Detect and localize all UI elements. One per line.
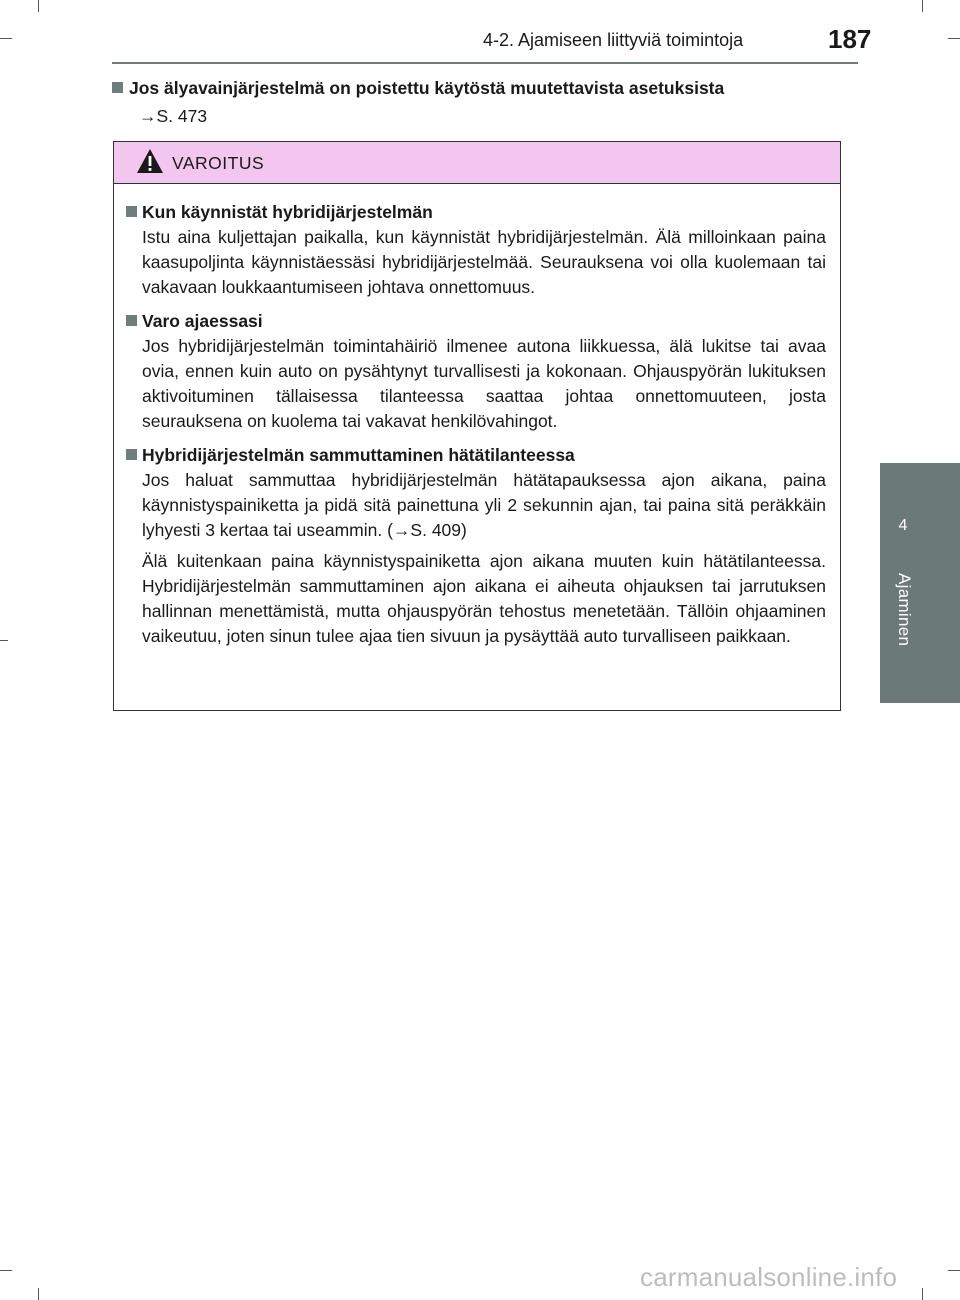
page-number: 187 [828,24,872,54]
square-bullet-icon [126,315,137,326]
warning-item-title [126,443,826,468]
warning-body [126,200,826,658]
warning-paragraph: Istu aina kuljettajan paikalla, kun käynnistät hybridijärjestelmän. Älä milloinkaan paina kaasupoljinta käynnistäessäsi hybridijärjestelmää. Seurauksena voi olla kuolemaan tai vakavaan loukkaantumiseen johtava onnettomuus. [142,227,826,297]
warning-header [114,142,840,184]
crop-mark [0,1270,12,1271]
crop-mark [922,0,923,12]
intro-heading [112,78,852,99]
crop-mark [38,1288,39,1300]
warning-item [126,309,826,434]
crop-mark [0,38,12,39]
page-reference: →S. 473 [139,106,208,126]
warning-paragraph: Jos hybridijärjestelmän toimintahäiriö ilmenee autona liikkuessa, älä lukitse tai avaa ovia, ennen kuin auto on pysähtynyt turvallisesti ja kokonaan. Ohjauspyörän lukituksen aktivoituminen tällaisessa tilanteessa saattaa johtaa onnettomuuteen, josta seurauksena on kuolema tai vakavat henkilövahingot. [142,336,826,431]
warning-item [126,443,826,649]
warning-item-title [126,309,826,334]
crop-mark [922,1288,923,1300]
crop-mark [0,640,8,641]
square-bullet-icon [126,206,137,217]
warning-title: VAROITUS [172,153,265,173]
warning-item-title-text: Hybridijärjestelmän sammuttaminen hätätilanteessa [142,445,575,465]
warning-item-title-text: Varo ajaessasi [142,311,263,331]
intro-heading-text: Jos älyavainjärjestelmä on poistettu käytöstä muutettavista asetuksista [129,78,725,98]
crop-mark [38,0,39,12]
warning-paragraph: Jos haluat sammuttaa hybridijärjestelmän hätätapauksessa ajon aikana, paina käynnistyspainiketta ja pidä sitä painettuna yli 2 sekunnin ajan, tai paina sitä peräkkäin lyhyesti 3 kertaa tai useammin. (→S. 409) [142,470,826,540]
chapter-label: Ajaminen [895,573,914,647]
crop-mark [948,1270,960,1271]
warning-item-title [126,200,826,225]
chapter-tab [880,463,960,703]
header-rule [112,62,858,64]
crop-mark [948,38,960,39]
watermark: carmanualsonline.info [640,1262,898,1292]
warning-paragraph: Älä kuitenkaan paina käynnistyspainiketta ajon aikana muuten kuin hätätilanteessa. Hybridijärjestelmän sammuttaminen ajon aikana ei aiheuta ohjauksen tai jarrutuksen hallinnan menettämistä, mutta ohjauspyörän tehostus menetetään. Tällöin ohjaaminen vaikeutuu, joten sinun tulee ajaa tien sivuun ja pysäyttää auto turvalliseen paikkaan. [142,551,826,646]
square-bullet-icon [126,449,137,460]
section-title: 4-2. Ajamiseen liittyviä toimintoja [483,30,744,50]
chapter-number: 4 [898,517,908,534]
square-bullet-icon [112,82,123,93]
warning-item-title-text: Kun käynnistät hybridijärjestelmän [142,202,433,222]
warning-item [126,200,826,300]
warning-triangle-icon [136,148,164,174]
warning-box [113,141,841,711]
